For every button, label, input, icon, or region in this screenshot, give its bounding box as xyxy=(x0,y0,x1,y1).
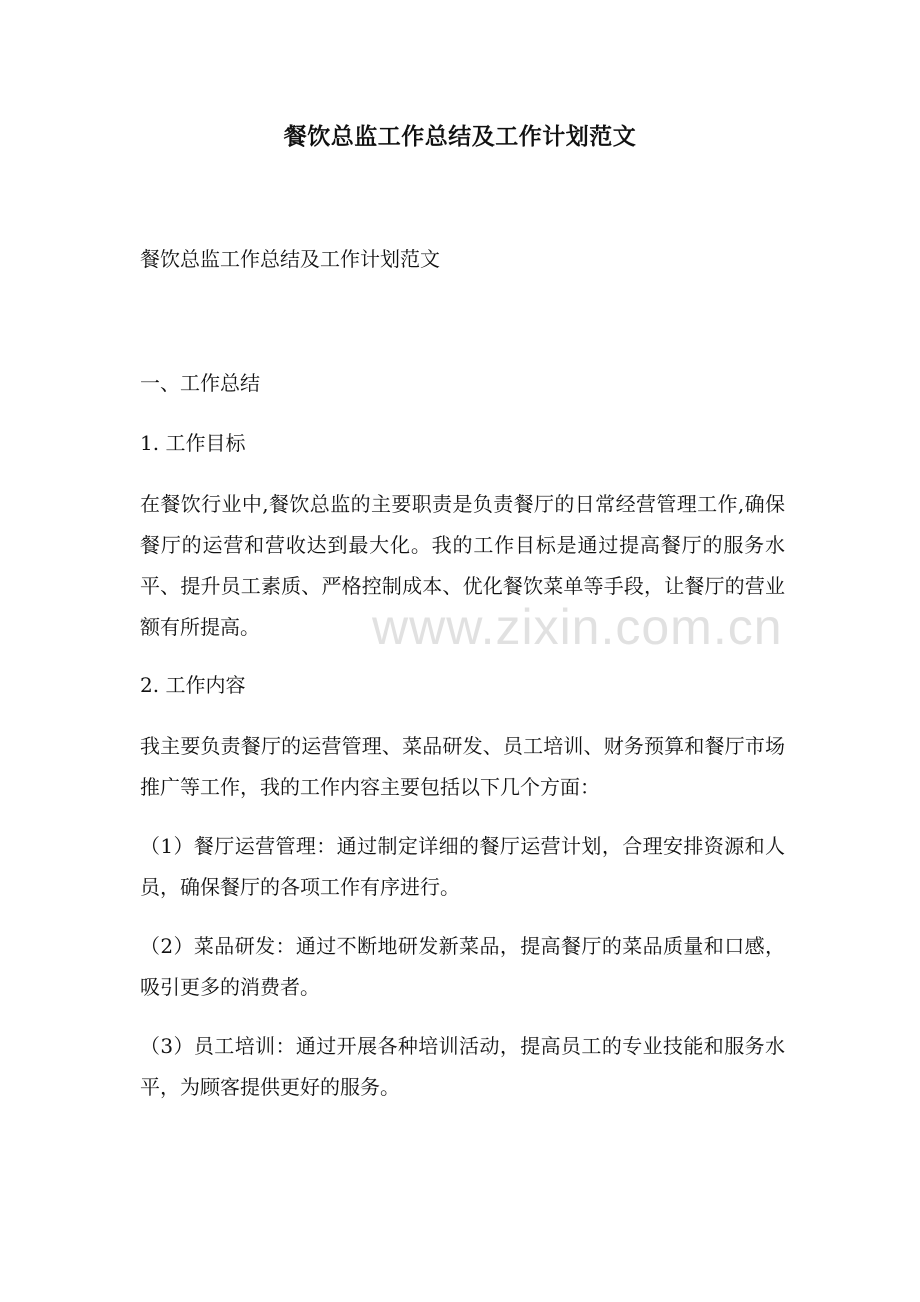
watermark-text: www.zixin.com.cn xyxy=(372,599,783,655)
heading-work-content: 2. 工作内容 xyxy=(140,673,246,697)
list-item-operations: （1）餐厅运营管理：通过制定详细的餐厅运营计划，合理安排资源和人员，确保餐厅的各项工作有序进行。 xyxy=(140,834,785,899)
document-title: 餐饮总监工作总结及工作计划范文 xyxy=(283,123,637,150)
paragraph-work-goal: 在餐饮行业中,餐饮总监的主要职责是负责餐厅的日常经营管理工作,确保餐厅的运营和营收达到最大化。我的工作目标是通过提高餐厅的服务水平、提升员工素质、严格控制成本、优化餐饮菜单等手段，让餐厅的营业额有所提高。 xyxy=(140,492,785,639)
paragraph-work-content: 我主要负责餐厅的运营管理、菜品研发、员工培训、财务预算和餐厅市场推广等工作，我的工作内容主要包括以下几个方面： xyxy=(140,734,785,799)
list-item-dish-development: （2）菜品研发：通过不断地研发新菜品，提高餐厅的菜品质量和口感，吸引更多的消费者。 xyxy=(140,934,785,999)
section-heading-summary: 一、工作总结 xyxy=(140,371,260,395)
heading-work-goal: 1. 工作目标 xyxy=(140,431,246,455)
document-subtitle: 餐饮总监工作总结及工作计划范文 xyxy=(140,247,440,271)
list-item-staff-training: （3）员工培训：通过开展各种培训活动，提高员工的专业技能和服务水平，为顾客提供更好的服务。 xyxy=(140,1034,785,1099)
document-body xyxy=(140,236,785,1108)
